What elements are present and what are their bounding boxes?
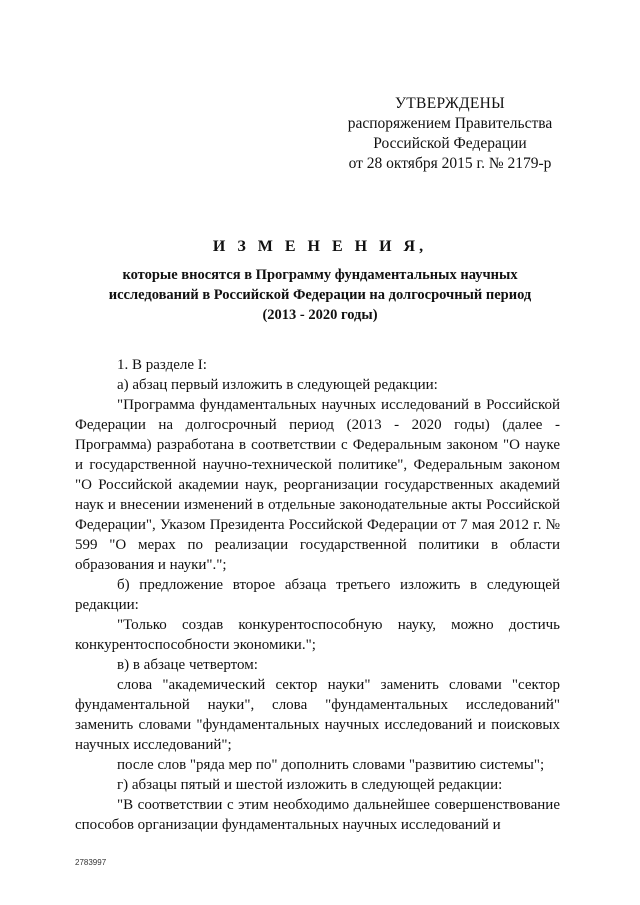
approval-title: УТВЕРЖДЕНЫ (395, 95, 505, 112)
approval-line-decree: распоряжением Правительства (347, 115, 553, 132)
approval-line-government: Российской Федерации (373, 135, 527, 152)
document-title: И З М Е Н Е Н И Я, (212, 238, 428, 255)
paragraph-section-1: 1. В разделе I: (117, 357, 207, 373)
footer-document-code: 2783997 (75, 858, 107, 867)
subtitle-line-2: исследований в Российской Федерации на долгосрочный период (108, 287, 532, 303)
document-body (75, 355, 560, 835)
subtitle-line-3: (2013 - 2020 годы) (262, 307, 378, 323)
paragraph-improvement: "В соответствии с этим необходимо дальнейшее совершенствование способов организации фундаментальных научных исследований и (75, 797, 560, 833)
document-subtitle (90, 265, 550, 325)
approval-block (340, 94, 560, 174)
paragraph-item-b: б) предложение второе абзаца третьего изложить в следующей редакции: (75, 577, 560, 613)
subtitle-line-1: которые вносятся в Программу фундаментальных научных (122, 267, 518, 283)
paragraph-item-g: г) абзацы пятый и шестой изложить в следующей редакции: (117, 777, 503, 793)
paragraph-replace-words: слова "академический сектор науки" заменить словами "сектор фундаментальной науки", слова "фундаментальных исследований" заменить словами "фундаментальных научных исследований и поисковых научных исследований"; (75, 677, 560, 753)
paragraph-program-text: "Программа фундаментальных научных исследований в Российской Федерации на долгосрочный период (2013 - 2020 годы) (далее - Программа) разработана в соответствии с Федеральным законом "О науке и государственной научно-технической политике", Федеральным законом "О Российской академии наук, реорганизации государственных академий наук и внесении изменений в отдельные законодательные акты Российской Федерации", Указом Президента Российской Федерации от 7 мая 2012 г. № 599 "О мерах по реализации государственной политики в области образования и науки"."; (75, 397, 560, 573)
paragraph-item-v: в) в абзаце четвертом: (117, 657, 258, 673)
paragraph-competitive-science: "Только создав конкурентоспособную науку, можно достичь конкурентоспособности экономики."; (75, 617, 560, 653)
paragraph-add-words: после слов "ряда мер по" дополнить словами "развитию системы"; (117, 757, 545, 773)
paragraph-item-a: а) абзац первый изложить в следующей редакции: (117, 377, 438, 393)
approval-line-date: от 28 октября 2015 г. № 2179-р (348, 155, 552, 172)
